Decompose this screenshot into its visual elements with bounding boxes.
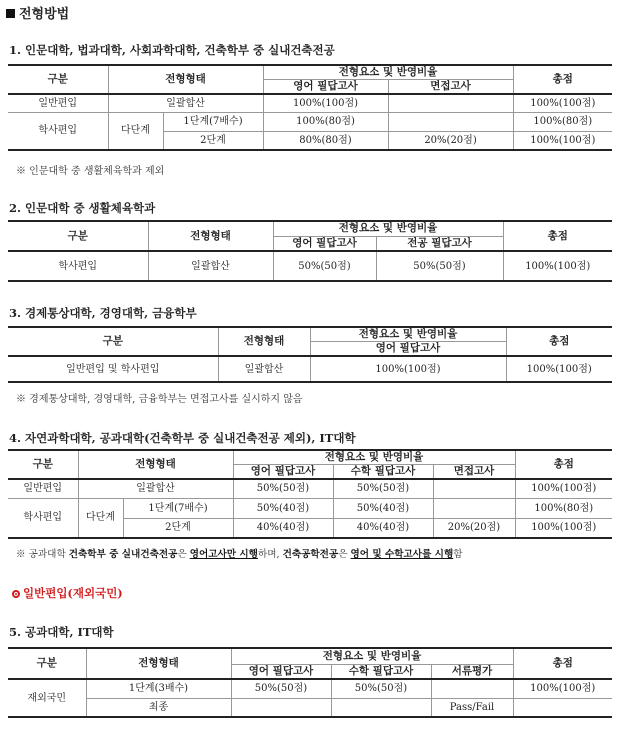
- header-category: 구분: [8, 450, 78, 479]
- header-math: 수학 필답고사: [333, 465, 433, 480]
- note-text: ※ 공과대학: [16, 549, 69, 560]
- header-elements: 전형요소 및 반영비율: [310, 327, 506, 342]
- header-category: 구분: [8, 221, 148, 251]
- cell-step: 1단계(7배수): [123, 498, 233, 518]
- header-english: 영어 필답고사: [233, 465, 333, 480]
- note-text: 은: [338, 549, 351, 560]
- cell-type: 일괄합산: [78, 479, 233, 498]
- cell-type: 일괄합산: [218, 356, 310, 382]
- cell-total: 100%(80점): [515, 498, 612, 518]
- cell-category: 재외국민: [8, 679, 86, 717]
- header-english: 영어 필답고사: [310, 342, 506, 357]
- cell-type: 다단계: [108, 112, 163, 150]
- section-1-title: 1. 인문대학, 법과대학, 사회과학대학, 건축학부 중 실내건축전공: [9, 43, 335, 57]
- header-interview: 면접고사: [388, 80, 513, 95]
- cell-total: 100%(100점): [513, 94, 612, 112]
- cell-english: 100%(100점): [263, 94, 388, 112]
- cell-step: 2단계: [123, 518, 233, 538]
- cell-total: 100%(100점): [513, 131, 612, 150]
- cell-step: 최종: [86, 698, 231, 717]
- cell-step: 1단계(7배수): [163, 112, 263, 131]
- header-total: 총점: [513, 65, 612, 94]
- header-elements: 전형요소 및 반영비율: [231, 648, 513, 664]
- header-math: 수학 필답고사: [331, 664, 431, 679]
- header-english: 영어 필답고사: [263, 80, 388, 95]
- cell-type: 다단계: [78, 498, 123, 538]
- page-title-text: 전형방법: [19, 7, 70, 22]
- section-1-table: [8, 64, 612, 151]
- header-major: 전공 필답고사: [376, 236, 503, 251]
- section-4-note: [16, 546, 463, 560]
- cell-total: 100%(80점): [513, 112, 612, 131]
- header-documents: 서류평가: [431, 664, 513, 679]
- section-4-table: [8, 449, 612, 539]
- cell-major: 50%(50점): [376, 251, 503, 281]
- cell-type: 일괄합산: [148, 251, 273, 281]
- cell-step: 1단계(3배수): [86, 679, 231, 698]
- note-underline: 영어 및 수학고사를 시행: [350, 549, 454, 560]
- cell-interview: [388, 112, 513, 131]
- note-text: 하며,: [257, 549, 283, 560]
- cell-english: 50%(40점): [233, 498, 333, 518]
- note-bold: 건축공학전공: [282, 549, 339, 560]
- header-english: 영어 필답고사: [231, 664, 331, 679]
- cell-category: 일반편입: [8, 94, 108, 112]
- cell-type: 일괄합산: [108, 94, 263, 112]
- cell-total: 100%(100점): [513, 679, 612, 698]
- cell-step: 2단계: [163, 131, 263, 150]
- section-3-note: ※ 경제통상대학, 경영대학, 금융학부는 면접고사를 실시하지 않음: [16, 394, 303, 405]
- note-text: 함: [453, 549, 463, 560]
- cell-english: 100%(80점): [263, 112, 388, 131]
- header-elements: 전형요소 및 반영비율: [263, 65, 513, 80]
- header-elements: 전형요소 및 반영비율: [233, 450, 515, 465]
- section-5-title: 5. 공과대학, IT대학: [9, 625, 114, 639]
- cell-math: 50%(50점): [333, 479, 433, 498]
- cell-interview: [388, 94, 513, 112]
- note-text: 은: [177, 549, 190, 560]
- cell-total: 100%(100점): [503, 251, 612, 281]
- section-5-table: [8, 647, 612, 718]
- note-bold: 건축학부 중 실내건축전공: [68, 549, 178, 560]
- cell-total: [513, 698, 612, 717]
- cell-documents: [431, 679, 513, 698]
- square-bullet-icon: [6, 9, 15, 18]
- cell-english: 50%(50점): [273, 251, 376, 281]
- cell-category: 학사편입: [8, 112, 108, 150]
- cell-documents: Pass/Fail: [431, 698, 513, 717]
- header-total: 총점: [506, 327, 612, 356]
- cell-total: 100%(100점): [506, 356, 612, 382]
- section-2-title: 2. 인문대학 중 생활체육학과: [9, 201, 156, 215]
- header-total: 총점: [503, 221, 612, 251]
- cell-interview: 20%(20점): [388, 131, 513, 150]
- section-1-note: ※ 인문대학 중 생활체육학과 제외: [16, 166, 165, 177]
- header-total: 총점: [515, 450, 612, 479]
- header-english: 영어 필답고사: [273, 236, 376, 251]
- cell-category: 학사편입: [8, 251, 148, 281]
- section-3-table: [8, 326, 612, 383]
- cell-interview: [433, 498, 515, 518]
- bullseye-icon: [12, 590, 20, 598]
- page-title: [6, 3, 69, 22]
- cell-english: 50%(50점): [231, 679, 331, 698]
- header-type: 전형형태: [108, 65, 263, 94]
- header-elements: 전형요소 및 반영비율: [273, 221, 503, 236]
- header-type: 전형형태: [148, 221, 273, 251]
- note-underline: 영어고사만 시행: [189, 549, 258, 560]
- header-category: 구분: [8, 327, 218, 356]
- cell-english: 50%(50점): [233, 479, 333, 498]
- cell-category: 일반편입 및 학사편입: [8, 356, 218, 382]
- cell-total: 100%(100점): [515, 518, 612, 538]
- overseas-heading-text: 일반편입(재외국민): [23, 586, 123, 600]
- header-type: 전형형태: [218, 327, 310, 356]
- cell-math: [331, 698, 431, 717]
- cell-total: 100%(100점): [515, 479, 612, 498]
- header-type: 전형형태: [86, 648, 231, 679]
- cell-math: 40%(40점): [333, 518, 433, 538]
- section-3-title: 3. 경제통상대학, 경영대학, 금융학부: [9, 306, 197, 320]
- cell-math: 50%(50점): [331, 679, 431, 698]
- section-4-title: 4. 자연과학대학, 공과대학(건축학부 중 실내건축전공 제외), IT대학: [9, 431, 356, 445]
- header-interview: 면접고사: [433, 465, 515, 480]
- cell-english: [231, 698, 331, 717]
- overseas-heading: [12, 585, 123, 601]
- cell-interview: 20%(20점): [433, 518, 515, 538]
- header-category: 구분: [8, 648, 86, 679]
- header-type: 전형형태: [78, 450, 233, 479]
- cell-interview: [433, 479, 515, 498]
- cell-english: 100%(100점): [310, 356, 506, 382]
- header-category: 구분: [8, 65, 108, 94]
- cell-math: 50%(40점): [333, 498, 433, 518]
- cell-category: 학사편입: [8, 498, 78, 538]
- cell-english: 80%(80점): [263, 131, 388, 150]
- cell-category: 일반편입: [8, 479, 78, 498]
- section-2-table: [8, 220, 612, 282]
- cell-english: 40%(40점): [233, 518, 333, 538]
- header-total: 총점: [513, 648, 612, 679]
